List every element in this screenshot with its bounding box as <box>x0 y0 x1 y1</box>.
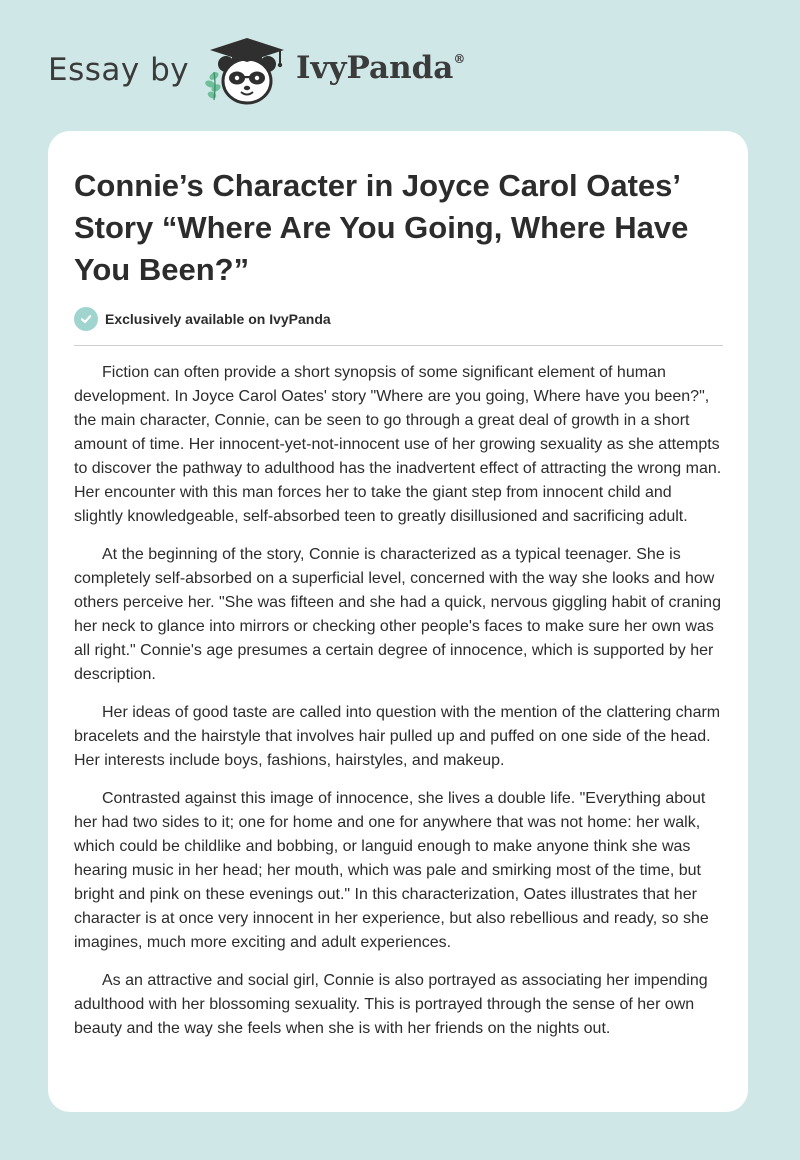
panda-graduate-icon[interactable] <box>200 34 296 110</box>
divider <box>74 345 723 346</box>
paragraph: As an attractive and social girl, Connie is also portrayed as associating her impending adulthood with her blossoming sexuality. This is portrayed through the sense of her own beauty and the way she feels when she is with her friends on the nights out. <box>74 972 708 1037</box>
check-circle-icon <box>74 307 98 331</box>
article-card <box>48 131 748 1112</box>
paragraph: Fiction can often provide a short synopsis of some significant element of human development. In Joyce Carol Oates' story "Where are you going, Where have you been?", the main character, Connie, can be seen to go through a great deal of growth in a short amount of time. Her innocent-yet-not-innocent use of her growing sexuality as she attempts to discover the pathway to adulthood has the inadvertent effect of attracting the wrong man. Her encounter with this man forces her to take the giant step from innocent child and slightly knowledgeable, self-absorbed teen to greatly disillusioned and sacrificing adult. <box>74 364 722 525</box>
paragraph: At the beginning of the story, Connie is characterized as a typical teenager. She is completely self-absorbed on a superficial level, concerned with the way she looks and how others perceive her. "She was fifteen and she had a quick, nervous giggling habit of craning her neck to glance into mirrors or checking other people's faces to make sure her own was all right." Connie's age presumes a certain degree of innocence, which is supported by her description. <box>74 546 721 683</box>
exclusive-badge <box>74 307 331 331</box>
essay-by-label: Essay by <box>48 52 190 88</box>
exclusive-label: Exclusively available on IvyPanda <box>105 311 331 327</box>
registered-mark: ® <box>453 52 466 66</box>
article-title: Connie’s Character in Joyce Carol Oates’ Story “Where Are You Going, Where Have You Been?” <box>74 168 689 287</box>
article-body <box>74 361 724 1055</box>
paragraph: Her ideas of good taste are called into question with the mention of the clattering charm bracelets and the hairstyle that involves hair pulled up and puffed on one side of the head. Her interests include boys, fashions, hairstyles, and makeup. <box>74 704 721 769</box>
brand-name[interactable] <box>296 50 465 86</box>
brand-name-text: IvyPanda <box>296 50 454 86</box>
paragraph: Contrasted against this image of innocence, she lives a double life. "Everything about her had two sides to it; one for home and one for anywhere that was not home: her walk, which could be childlike and bobbing, or languid enough to make anyone think she was hearing music in her head; her mouth, which was pale and smirking most of the time, but bright and pink on these evenings out." In this characterization, Oates illustrates that her character is at once very innocent in her experience, but also rebellious and ready, so she imagines, much more exciting and adult experiences. <box>74 790 709 951</box>
site-header <box>0 0 800 130</box>
